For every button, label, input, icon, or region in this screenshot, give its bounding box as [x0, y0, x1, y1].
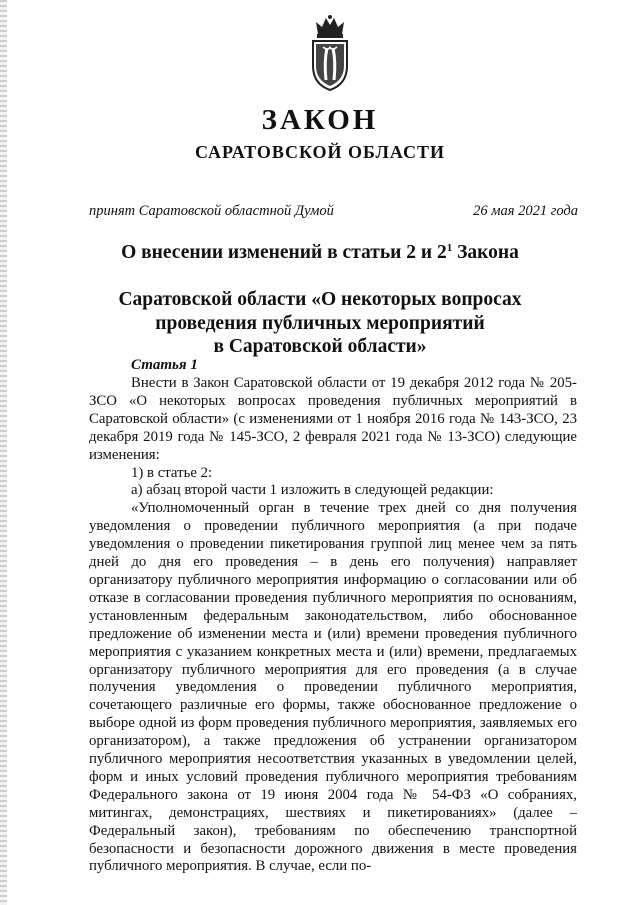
law-heading-part1: О внесении изменений в статьи 2 и 2 [121, 242, 447, 263]
article-body [89, 375, 577, 876]
law-heading-superscript: 1 [446, 242, 453, 254]
adoption-date: 26 мая 2021 года [473, 203, 578, 219]
law-heading-part2-lead: Закона [452, 242, 519, 263]
law-title: ЗАКОН [261, 104, 379, 136]
article-paragraph: а) абзац второй части 1 изложить в следующей редакции: [131, 482, 494, 499]
law-heading-line: в Саратовской области» [213, 336, 427, 357]
law-heading-part2-rest [118, 289, 521, 357]
article-label: Статья 1 [131, 357, 198, 373]
coat-of-arms-icon [308, 14, 352, 92]
law-heading-line: проведения публичных мероприятий [155, 312, 485, 334]
law-subtitle: САРАТОВСКОЙ ОБЛАСТИ [194, 142, 446, 162]
article-paragraph: 1) в статье 2: [131, 464, 213, 481]
law-heading-line: Саратовской области «О некоторых вопросах [118, 289, 522, 310]
article-paragraph: Внести в Закон Саратовской области от 19 декабря 2012 года № 205-ЗСО «О некоторых вопросах проведения публичных мероприятий в Саратовской области» (с изменениями от 1 ноября 2016 года № 143-ЗСО, 23 декабря 2019 года № 145-ЗСО, 2 февраля 2021 года № 13-ЗСО) следующие изменения: [89, 375, 577, 463]
law-heading [0, 241, 640, 359]
adopted-by: принят Саратовской областной Думой [89, 203, 334, 219]
article-paragraph: «Уполномоченный орган в течение трех дней со дня получения уведомления о проведении публичного мероприятия (а при подаче уведомления о проведении пикетирования группой лиц менее чем за пять дней до дня его проведения – в день его получения) направляет организатору публичного мероприятия информацию о согласовании или об отказе в согласовании проведения публичного мероприятия по основаниям, установленным федеральным законодательством, либо обоснованное предложение об изменении места и (или) времени проведения публичного мероприятия с указанием конкретных места и (или) времени, предлагаемых организатору публичного мероприятия для его проведения (а в случае получения уведомления о проведении публичного мероприятия, сочетающего различные его формы, также обоснованное предложение о выборе одной из форм проведения публичного мероприятия, заявляемых его организатором), а также предложения об устранении организатором публичного мероприятия несоответствия указанных в уведомлении целей, форм и иных условий проведения публичного мероприятия требованиям Федерального закона от 19 июня 2004 года № 54-ФЗ «О собраниях, митингах, демонстрациях, шествиях и пикетированиях» (далее – Федеральный закон), требованиям по обеспечению транспортной безопасности и безопасности дорожного движения в месте проведения публичного мероприятия. В случае, если по- [89, 500, 577, 875]
